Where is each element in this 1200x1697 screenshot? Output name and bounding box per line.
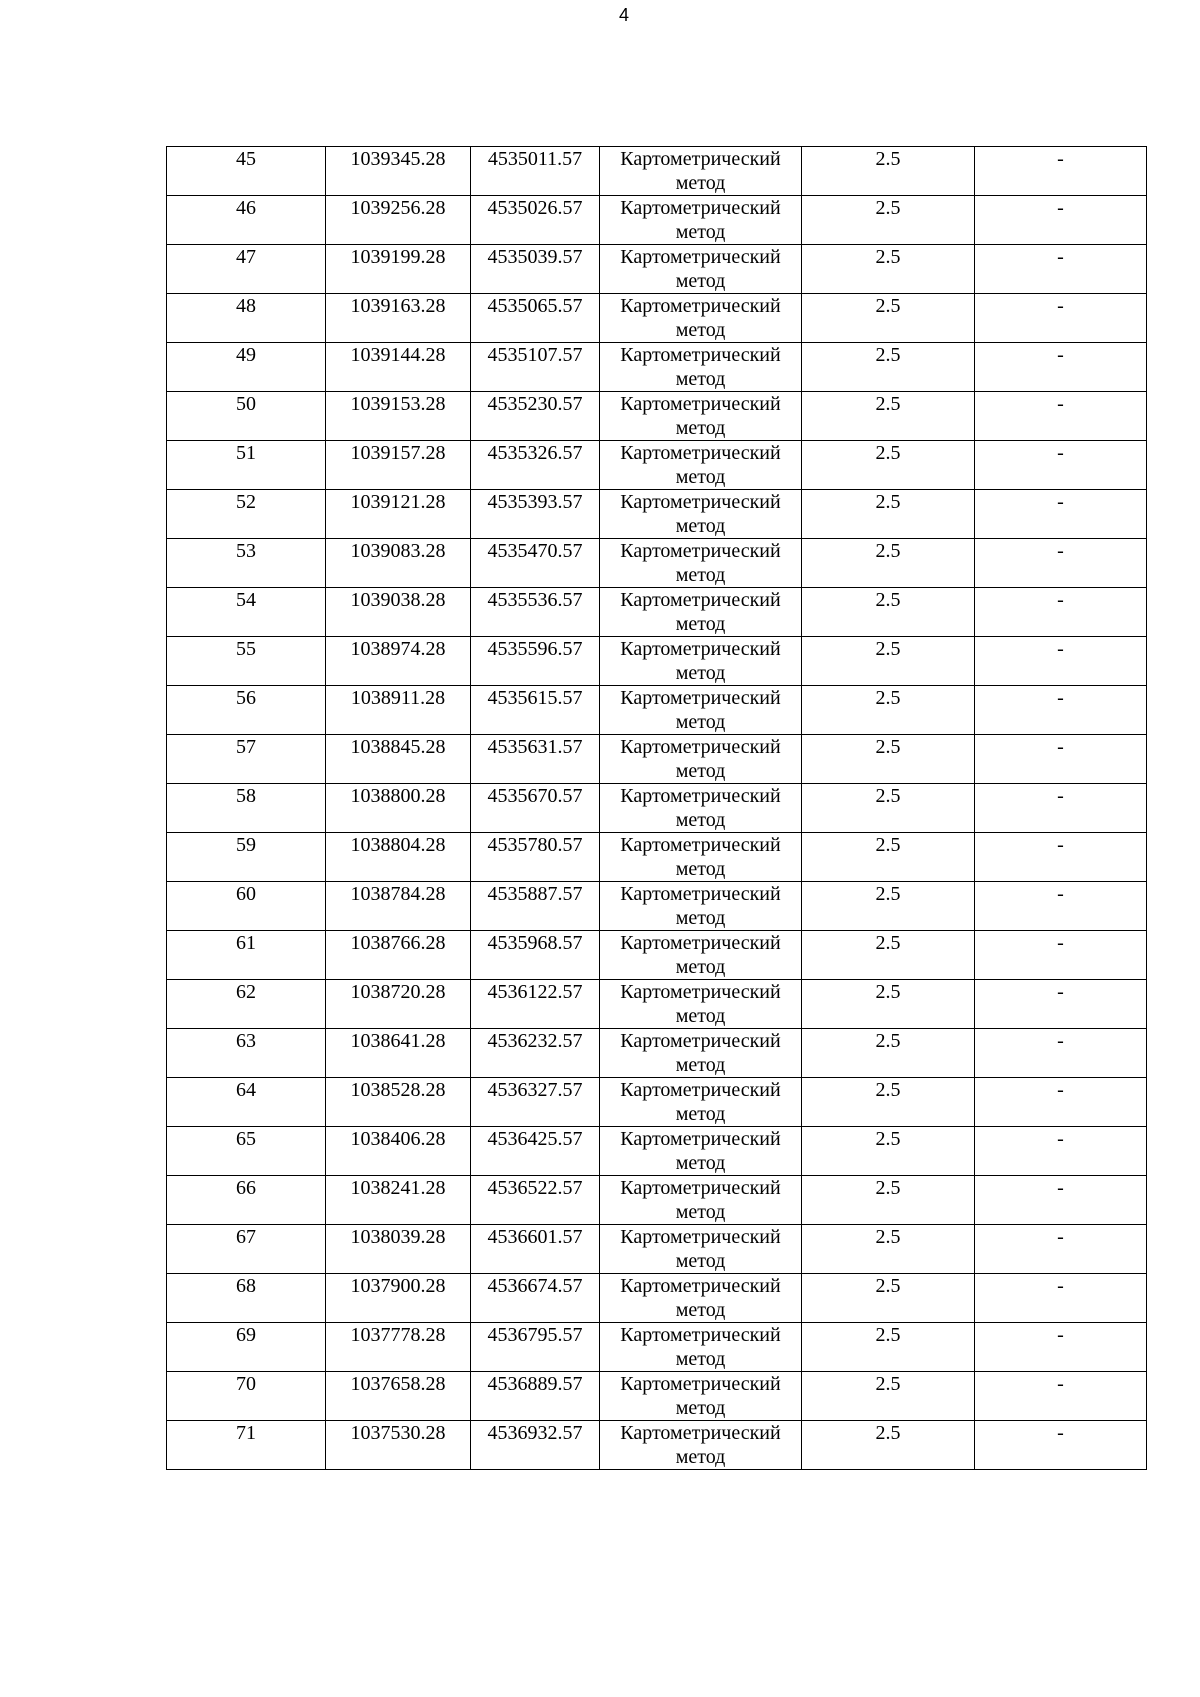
y-coordinate-cell: 4535968.57 <box>471 931 600 980</box>
accuracy-cell: 2.5 <box>802 490 975 539</box>
point-number-cell: 50 <box>167 392 326 441</box>
x-coordinate-cell: 1038804.28 <box>326 833 471 882</box>
description-cell: - <box>975 1274 1147 1323</box>
method-cell: Картометрический метод <box>600 539 802 588</box>
x-coordinate-cell: 1038641.28 <box>326 1029 471 1078</box>
accuracy-cell: 2.5 <box>802 686 975 735</box>
accuracy-cell: 2.5 <box>802 833 975 882</box>
point-number-cell: 58 <box>167 784 326 833</box>
y-coordinate-cell: 4536327.57 <box>471 1078 600 1127</box>
table-row <box>167 1176 1147 1225</box>
point-number-cell: 69 <box>167 1323 326 1372</box>
table-row <box>167 1029 1147 1078</box>
description-cell: - <box>975 833 1147 882</box>
description-cell: - <box>975 1176 1147 1225</box>
point-number-cell: 59 <box>167 833 326 882</box>
accuracy-cell: 2.5 <box>802 1323 975 1372</box>
accuracy-cell: 2.5 <box>802 882 975 931</box>
method-cell: Картометрический метод <box>600 441 802 490</box>
table-row <box>167 1274 1147 1323</box>
y-coordinate-cell: 4536674.57 <box>471 1274 600 1323</box>
table-row <box>167 735 1147 784</box>
point-number-cell: 71 <box>167 1421 326 1470</box>
description-cell: - <box>975 196 1147 245</box>
table-row <box>167 441 1147 490</box>
x-coordinate-cell: 1038720.28 <box>326 980 471 1029</box>
description-cell: - <box>975 980 1147 1029</box>
method-cell: Картометрический метод <box>600 735 802 784</box>
method-cell: Картометрический метод <box>600 1274 802 1323</box>
table-row <box>167 833 1147 882</box>
method-cell: Картометрический метод <box>600 1078 802 1127</box>
method-cell: Картометрический метод <box>600 245 802 294</box>
page-number: 4 <box>618 5 629 25</box>
method-cell: Картометрический метод <box>600 196 802 245</box>
method-cell: Картометрический метод <box>600 1029 802 1078</box>
method-cell: Картометрический метод <box>600 1176 802 1225</box>
table-row <box>167 294 1147 343</box>
accuracy-cell: 2.5 <box>802 735 975 784</box>
y-coordinate-cell: 4535887.57 <box>471 882 600 931</box>
table-row <box>167 931 1147 980</box>
x-coordinate-cell: 1039083.28 <box>326 539 471 588</box>
x-coordinate-cell: 1039256.28 <box>326 196 471 245</box>
accuracy-cell: 2.5 <box>802 196 975 245</box>
method-cell: Картометрический метод <box>600 392 802 441</box>
point-number-cell: 67 <box>167 1225 326 1274</box>
method-cell: Картометрический метод <box>600 686 802 735</box>
point-number-cell: 56 <box>167 686 326 735</box>
point-number-cell: 70 <box>167 1372 326 1421</box>
accuracy-cell: 2.5 <box>802 392 975 441</box>
y-coordinate-cell: 4535780.57 <box>471 833 600 882</box>
y-coordinate-cell: 4536932.57 <box>471 1421 600 1470</box>
method-cell: Картометрический метод <box>600 147 802 196</box>
table-row <box>167 882 1147 931</box>
table-row <box>167 490 1147 539</box>
y-coordinate-cell: 4535230.57 <box>471 392 600 441</box>
table-row <box>167 1421 1147 1470</box>
accuracy-cell: 2.5 <box>802 1176 975 1225</box>
table-row <box>167 637 1147 686</box>
description-cell: - <box>975 1029 1147 1078</box>
table-row <box>167 980 1147 1029</box>
point-number-cell: 61 <box>167 931 326 980</box>
method-cell: Картометрический метод <box>600 490 802 539</box>
accuracy-cell: 2.5 <box>802 343 975 392</box>
point-number-cell: 66 <box>167 1176 326 1225</box>
description-cell: - <box>975 245 1147 294</box>
accuracy-cell: 2.5 <box>802 245 975 294</box>
point-number-cell: 54 <box>167 588 326 637</box>
x-coordinate-cell: 1039163.28 <box>326 294 471 343</box>
table-row <box>167 686 1147 735</box>
description-cell: - <box>975 931 1147 980</box>
point-number-cell: 63 <box>167 1029 326 1078</box>
method-cell: Картометрический метод <box>600 882 802 931</box>
x-coordinate-cell: 1037900.28 <box>326 1274 471 1323</box>
y-coordinate-cell: 4535631.57 <box>471 735 600 784</box>
accuracy-cell: 2.5 <box>802 1274 975 1323</box>
y-coordinate-cell: 4535393.57 <box>471 490 600 539</box>
x-coordinate-cell: 1038784.28 <box>326 882 471 931</box>
method-cell: Картометрический метод <box>600 294 802 343</box>
x-coordinate-cell: 1038039.28 <box>326 1225 471 1274</box>
x-coordinate-cell: 1039157.28 <box>326 441 471 490</box>
y-coordinate-cell: 4535011.57 <box>471 147 600 196</box>
description-cell: - <box>975 1078 1147 1127</box>
y-coordinate-cell: 4535596.57 <box>471 637 600 686</box>
method-cell: Картометрический метод <box>600 1127 802 1176</box>
description-cell: - <box>975 1372 1147 1421</box>
y-coordinate-cell: 4535107.57 <box>471 343 600 392</box>
accuracy-cell: 2.5 <box>802 1372 975 1421</box>
method-cell: Картометрический метод <box>600 980 802 1029</box>
accuracy-cell: 2.5 <box>802 147 975 196</box>
y-coordinate-cell: 4535026.57 <box>471 196 600 245</box>
point-number-cell: 55 <box>167 637 326 686</box>
point-number-cell: 68 <box>167 1274 326 1323</box>
coordinates-table <box>166 146 1147 1470</box>
description-cell: - <box>975 882 1147 931</box>
x-coordinate-cell: 1037778.28 <box>326 1323 471 1372</box>
table-row <box>167 1225 1147 1274</box>
point-number-cell: 52 <box>167 490 326 539</box>
table-row <box>167 392 1147 441</box>
y-coordinate-cell: 4535670.57 <box>471 784 600 833</box>
x-coordinate-cell: 1039121.28 <box>326 490 471 539</box>
y-coordinate-cell: 4536522.57 <box>471 1176 600 1225</box>
accuracy-cell: 2.5 <box>802 588 975 637</box>
description-cell: - <box>975 1225 1147 1274</box>
description-cell: - <box>975 1421 1147 1470</box>
accuracy-cell: 2.5 <box>802 637 975 686</box>
table-row <box>167 784 1147 833</box>
description-cell: - <box>975 490 1147 539</box>
table-row <box>167 245 1147 294</box>
description-cell: - <box>975 147 1147 196</box>
point-number-cell: 65 <box>167 1127 326 1176</box>
description-cell: - <box>975 686 1147 735</box>
description-cell: - <box>975 637 1147 686</box>
table-row <box>167 196 1147 245</box>
x-coordinate-cell: 1039199.28 <box>326 245 471 294</box>
point-number-cell: 60 <box>167 882 326 931</box>
accuracy-cell: 2.5 <box>802 1029 975 1078</box>
table-row <box>167 1372 1147 1421</box>
accuracy-cell: 2.5 <box>802 980 975 1029</box>
point-number-cell: 57 <box>167 735 326 784</box>
description-cell: - <box>975 1323 1147 1372</box>
method-cell: Картометрический метод <box>600 1225 802 1274</box>
table-row <box>167 539 1147 588</box>
method-cell: Картометрический метод <box>600 833 802 882</box>
table-row <box>167 1127 1147 1176</box>
x-coordinate-cell: 1039153.28 <box>326 392 471 441</box>
table-row <box>167 1323 1147 1372</box>
description-cell: - <box>975 343 1147 392</box>
description-cell: - <box>975 294 1147 343</box>
method-cell: Картометрический метод <box>600 931 802 980</box>
method-cell: Картометрический метод <box>600 343 802 392</box>
point-number-cell: 49 <box>167 343 326 392</box>
x-coordinate-cell: 1038845.28 <box>326 735 471 784</box>
point-number-cell: 51 <box>167 441 326 490</box>
accuracy-cell: 2.5 <box>802 539 975 588</box>
y-coordinate-cell: 4536889.57 <box>471 1372 600 1421</box>
x-coordinate-cell: 1037530.28 <box>326 1421 471 1470</box>
description-cell: - <box>975 588 1147 637</box>
method-cell: Картометрический метод <box>600 637 802 686</box>
x-coordinate-cell: 1039038.28 <box>326 588 471 637</box>
accuracy-cell: 2.5 <box>802 441 975 490</box>
point-number-cell: 53 <box>167 539 326 588</box>
x-coordinate-cell: 1038974.28 <box>326 637 471 686</box>
point-number-cell: 45 <box>167 147 326 196</box>
description-cell: - <box>975 392 1147 441</box>
y-coordinate-cell: 4535615.57 <box>471 686 600 735</box>
y-coordinate-cell: 4535470.57 <box>471 539 600 588</box>
y-coordinate-cell: 4536795.57 <box>471 1323 600 1372</box>
accuracy-cell: 2.5 <box>802 294 975 343</box>
accuracy-cell: 2.5 <box>802 1421 975 1470</box>
coordinates-table-body <box>167 147 1147 1470</box>
accuracy-cell: 2.5 <box>802 931 975 980</box>
method-cell: Картометрический метод <box>600 1323 802 1372</box>
point-number-cell: 47 <box>167 245 326 294</box>
description-cell: - <box>975 735 1147 784</box>
x-coordinate-cell: 1038766.28 <box>326 931 471 980</box>
y-coordinate-cell: 4536425.57 <box>471 1127 600 1176</box>
method-cell: Картометрический метод <box>600 1421 802 1470</box>
description-cell: - <box>975 784 1147 833</box>
y-coordinate-cell: 4535065.57 <box>471 294 600 343</box>
accuracy-cell: 2.5 <box>802 1078 975 1127</box>
x-coordinate-cell: 1039345.28 <box>326 147 471 196</box>
method-cell: Картометрический метод <box>600 784 802 833</box>
description-cell: - <box>975 1127 1147 1176</box>
table-row <box>167 588 1147 637</box>
point-number-cell: 46 <box>167 196 326 245</box>
accuracy-cell: 2.5 <box>802 1127 975 1176</box>
table-row <box>167 1078 1147 1127</box>
point-number-cell: 64 <box>167 1078 326 1127</box>
y-coordinate-cell: 4535039.57 <box>471 245 600 294</box>
description-cell: - <box>975 441 1147 490</box>
accuracy-cell: 2.5 <box>802 784 975 833</box>
accuracy-cell: 2.5 <box>802 1225 975 1274</box>
x-coordinate-cell: 1038241.28 <box>326 1176 471 1225</box>
point-number-cell: 48 <box>167 294 326 343</box>
description-cell: - <box>975 539 1147 588</box>
y-coordinate-cell: 4536122.57 <box>471 980 600 1029</box>
x-coordinate-cell: 1038406.28 <box>326 1127 471 1176</box>
y-coordinate-cell: 4536601.57 <box>471 1225 600 1274</box>
x-coordinate-cell: 1039144.28 <box>326 343 471 392</box>
x-coordinate-cell: 1037658.28 <box>326 1372 471 1421</box>
y-coordinate-cell: 4536232.57 <box>471 1029 600 1078</box>
table-row <box>167 343 1147 392</box>
y-coordinate-cell: 4535536.57 <box>471 588 600 637</box>
method-cell: Картометрический метод <box>600 588 802 637</box>
x-coordinate-cell: 1038911.28 <box>326 686 471 735</box>
x-coordinate-cell: 1038528.28 <box>326 1078 471 1127</box>
method-cell: Картометрический метод <box>600 1372 802 1421</box>
x-coordinate-cell: 1038800.28 <box>326 784 471 833</box>
point-number-cell: 62 <box>167 980 326 1029</box>
table-row <box>167 147 1147 196</box>
y-coordinate-cell: 4535326.57 <box>471 441 600 490</box>
